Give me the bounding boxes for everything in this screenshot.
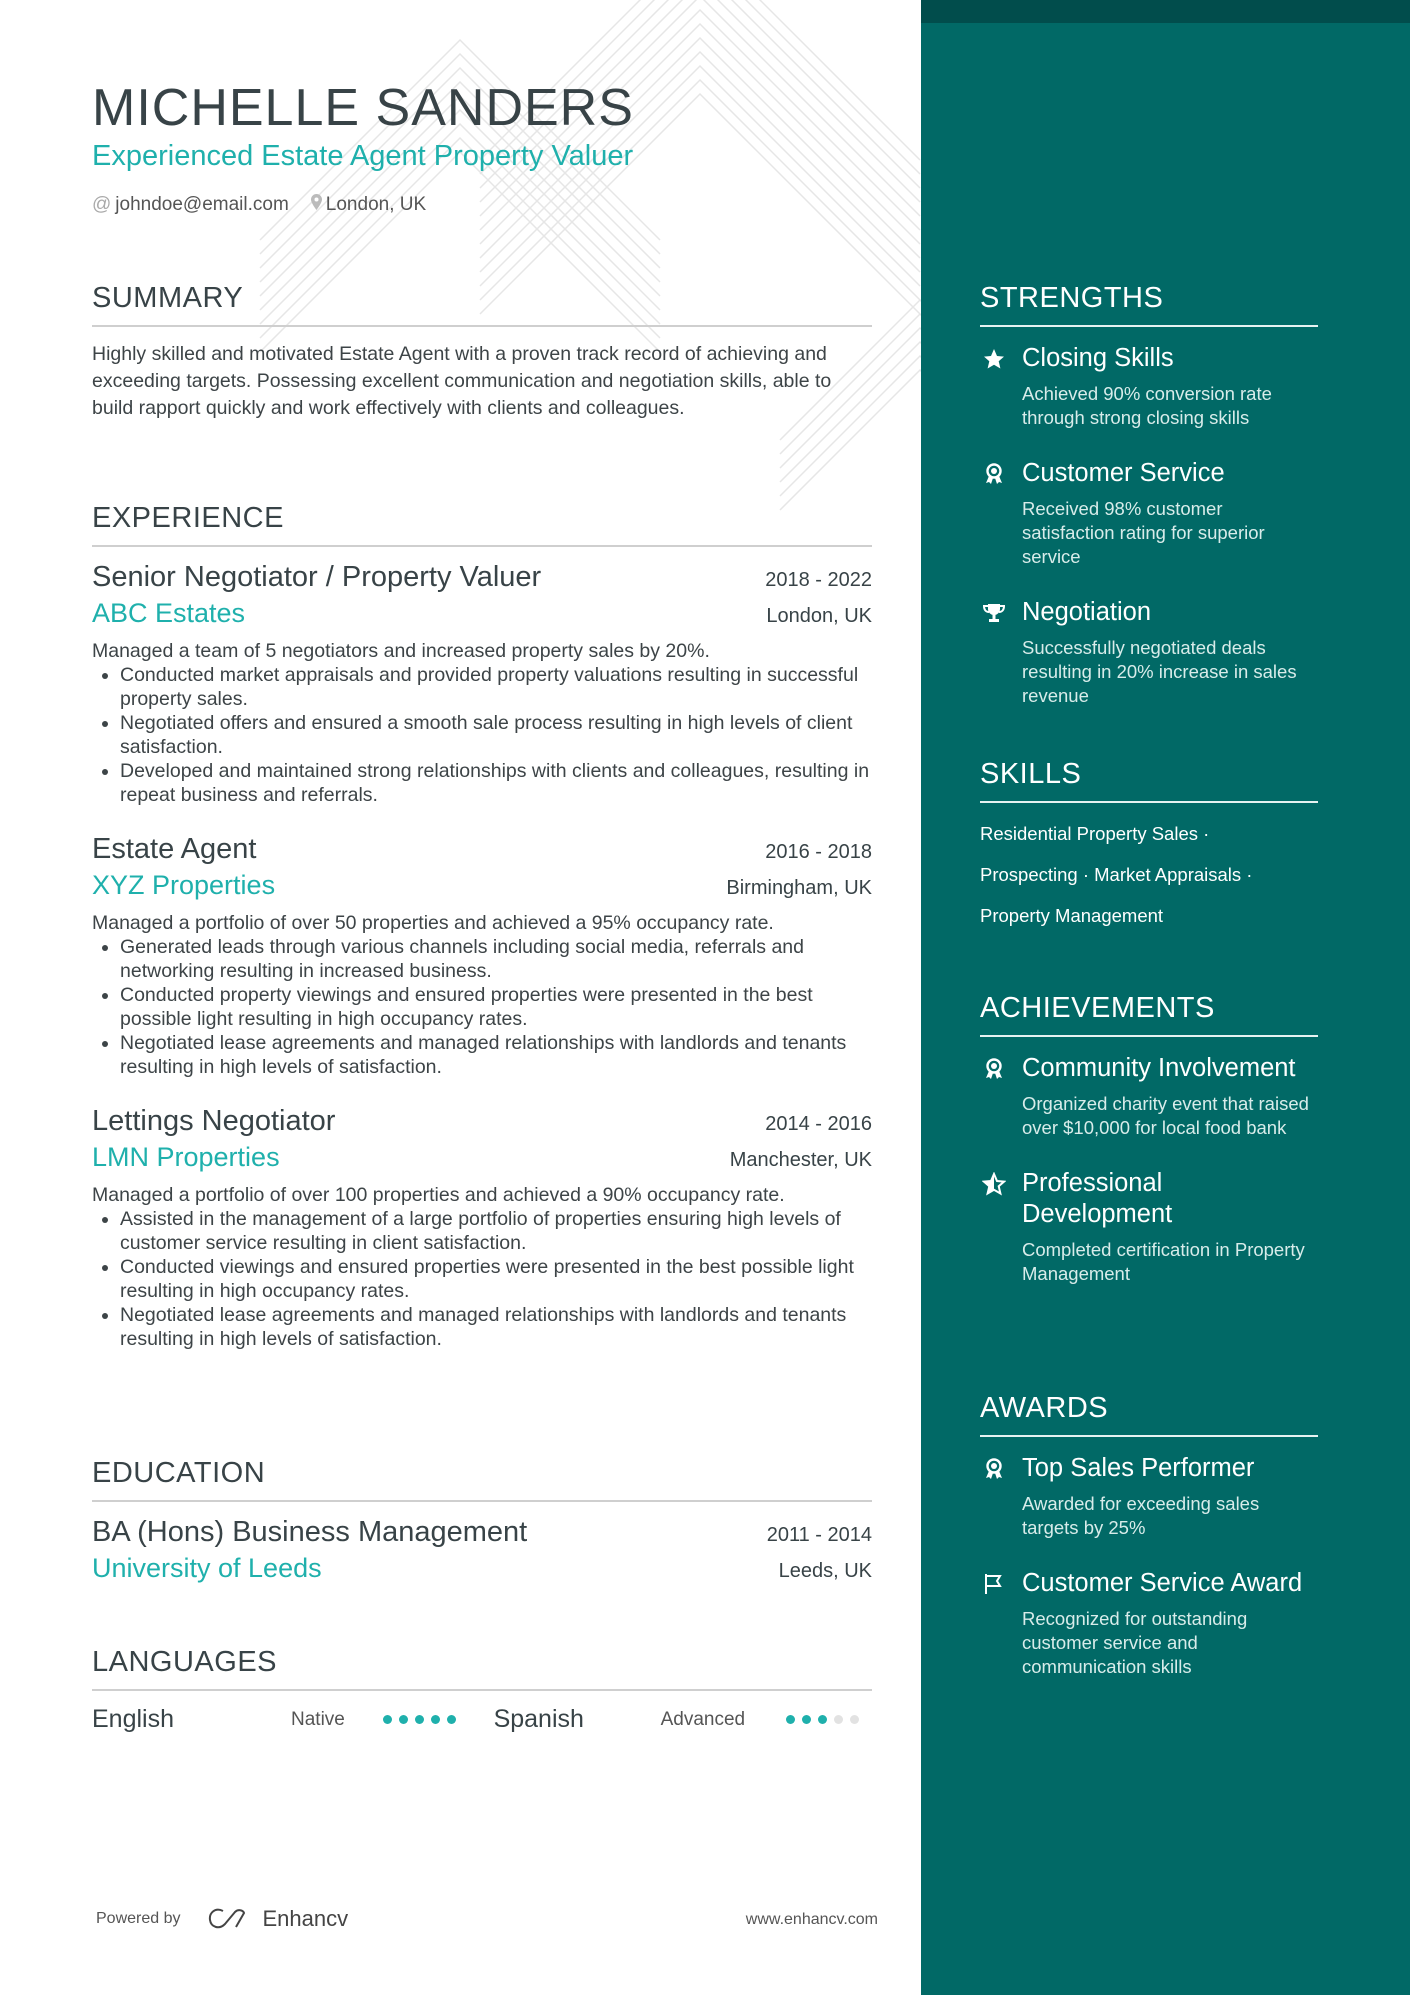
edu-location: Leeds, UK xyxy=(778,1560,872,1582)
job-entry xyxy=(92,1105,872,1351)
company-name: LMN Properties xyxy=(92,1142,280,1172)
proficiency-dot xyxy=(415,1715,424,1724)
item-title: Closing Skills xyxy=(1022,344,1174,372)
skills-section xyxy=(980,758,1318,936)
section-heading: SKILLS xyxy=(980,758,1318,803)
proficiency-dot xyxy=(431,1715,440,1724)
awards-section xyxy=(980,1392,1318,1707)
company-name: XYZ Properties xyxy=(92,870,276,900)
email[interactable]: @ johndoe@email.com xyxy=(92,194,289,215)
job-title: Estate Agent xyxy=(92,833,257,865)
bullet-item: • Conducted market appraisals and provided property valuations resulting in successful property sales. xyxy=(120,663,872,711)
education-section xyxy=(92,1457,872,1584)
flag-icon xyxy=(980,1568,1008,1679)
section-heading: EDUCATION xyxy=(92,1457,872,1502)
job-location: London, UK xyxy=(766,605,872,627)
proficiency-dot xyxy=(399,1715,408,1724)
job-description: Managed a team of 5 negotiators and increased property sales by 20%. xyxy=(92,640,710,662)
languages-section xyxy=(92,1646,872,1734)
item-title: Negotiation xyxy=(1022,598,1152,626)
candidate-name: MICHELLE SANDERS xyxy=(92,79,634,137)
summary-section xyxy=(92,282,872,422)
item-title: Customer Service Award xyxy=(1022,1569,1303,1597)
item-description: Successfully negotiated deals resulting in 20% increase in sales revenue xyxy=(1022,637,1297,706)
language-name: English xyxy=(92,1705,174,1733)
job-bullets xyxy=(92,663,872,807)
job-location: Birmingham, UK xyxy=(726,877,872,899)
skill-line: Prospecting · Market Appraisals · xyxy=(980,864,1253,885)
bullet-item: • Generated leads through various channels including social media, referrals and networking resulting in increased business. xyxy=(120,935,872,983)
job-description: Managed a portfolio of over 100 properties and achieved a 90% occupancy rate. xyxy=(92,1184,785,1206)
proficiency-dot xyxy=(786,1715,795,1724)
award-icon xyxy=(980,1453,1008,1540)
at-icon: @ xyxy=(92,194,112,215)
strengths-item xyxy=(980,458,1318,569)
summary-text: Highly skilled and motivated Estate Agent with a proven track record of achieving and exceeding targets. Possessing excellent communication and negotiation skills, able to build rapport quickly and work effectively with clients and colleagues. xyxy=(92,343,832,419)
proficiency-dots xyxy=(786,1715,859,1724)
achievements-item xyxy=(980,1168,1318,1286)
section-heading: SUMMARY xyxy=(92,282,872,327)
job-dates: 2018 - 2022 xyxy=(765,569,872,591)
enhancv-logo-icon xyxy=(207,1907,255,1931)
skill-line: Property Management xyxy=(980,905,1164,926)
job-bullets xyxy=(92,935,872,1079)
company-name: ABC Estates xyxy=(92,598,246,628)
experience-section xyxy=(92,502,872,1377)
award-icon xyxy=(980,1053,1008,1140)
item-title: Professional Development xyxy=(1022,1169,1173,1228)
footer-powered: Powered by Enhancv xyxy=(96,1906,349,1931)
language-item xyxy=(92,1705,494,1734)
skill-line: Residential Property Sales · xyxy=(980,823,1210,844)
bullet-item: • Negotiated offers and ensured a smooth sale process resulting in high levels of client satisfaction. xyxy=(120,711,872,759)
item-title: Community Involvement xyxy=(1022,1054,1296,1082)
language-item xyxy=(494,1705,872,1734)
language-level: Native xyxy=(291,1708,345,1730)
bullet-item: • Negotiated lease agreements and managed relationships with landlords and tenants resulting in high levels of satisfaction. xyxy=(120,1031,872,1079)
item-description: Recognized for outstanding customer service and communication skills xyxy=(1022,1608,1248,1677)
item-description: Achieved 90% conversion rate through strong closing skills xyxy=(1022,383,1272,428)
item-description: Organized charity event that raised over $10,000 for local food bank xyxy=(1022,1093,1309,1138)
bullet-item: • Conducted viewings and ensured properties were presented in the best possible light resulting in high occupancy rates. xyxy=(120,1255,872,1303)
item-title: Top Sales Performer xyxy=(1022,1454,1255,1482)
star-icon xyxy=(980,343,1008,430)
section-heading: EXPERIENCE xyxy=(92,502,872,547)
proficiency-dot xyxy=(850,1715,859,1724)
proficiency-dot xyxy=(383,1715,392,1724)
sidebar-top-bar xyxy=(921,0,1410,23)
awards-item xyxy=(980,1568,1318,1679)
degree: BA (Hons) Business Management xyxy=(92,1516,528,1548)
language-name: Spanish xyxy=(493,1705,584,1733)
bullet-item: • Assisted in the management of a large portfolio of properties ensuring high levels of customer service resulting in client satisfaction. xyxy=(120,1207,872,1255)
item-description: Completed certification in Property Management xyxy=(1022,1239,1305,1284)
section-heading: AWARDS xyxy=(980,1392,1318,1437)
strengths-item xyxy=(980,343,1318,430)
job-description: Managed a portfolio of over 50 properties and achieved a 95% occupancy rate. xyxy=(92,912,774,934)
language-level: Advanced xyxy=(660,1708,746,1730)
edu-dates: 2011 - 2014 xyxy=(766,1524,872,1546)
item-title: Customer Service xyxy=(1022,459,1225,487)
item-description: Received 98% customer satisfaction rating for superior service xyxy=(1022,498,1265,567)
job-title: Lettings Negotiator xyxy=(92,1105,336,1137)
job-entry xyxy=(92,561,872,807)
school: University of Leeds xyxy=(92,1553,322,1583)
award-icon xyxy=(980,458,1008,569)
strengths-item xyxy=(980,597,1318,708)
achievements-section xyxy=(980,992,1318,1314)
job-bullets xyxy=(92,1207,872,1351)
job-title: Senior Negotiator / Property Valuer xyxy=(92,561,542,593)
candidate-title: Experienced Estate Agent Property Valuer xyxy=(92,140,634,172)
bullet-item: • Conducted property viewings and ensured properties were presented in the best possible light resulting in high occupancy rates. xyxy=(120,983,872,1031)
enhancv-logo[interactable]: Enhancv xyxy=(207,1906,349,1932)
contact-info xyxy=(92,194,426,216)
trophy-icon xyxy=(980,597,1008,708)
location: London, UK xyxy=(311,194,426,216)
proficiency-dot xyxy=(447,1715,456,1724)
section-heading: LANGUAGES xyxy=(92,1646,872,1691)
section-heading: ACHIEVEMENTS xyxy=(980,992,1318,1037)
bullet-item: • Developed and maintained strong relationships with clients and colleagues, resulting in repeat business and referrals. xyxy=(120,759,872,807)
location-pin-icon xyxy=(311,194,322,215)
bullet-item: • Negotiated lease agreements and managed relationships with landlords and tenants resulting in high levels of satisfaction. xyxy=(120,1303,872,1351)
job-location: Manchester, UK xyxy=(729,1149,872,1171)
proficiency-dot xyxy=(802,1715,811,1724)
proficiency-dot xyxy=(834,1715,843,1724)
job-dates: 2016 - 2018 xyxy=(765,841,872,863)
item-description: Awarded for exceeding sales targets by 25% xyxy=(1022,1493,1260,1538)
section-heading: STRENGTHS xyxy=(980,282,1318,327)
proficiency-dots xyxy=(383,1715,456,1724)
awards-item xyxy=(980,1453,1318,1540)
strengths-section xyxy=(980,282,1318,736)
job-dates: 2014 - 2016 xyxy=(765,1113,872,1135)
star-half-icon xyxy=(980,1168,1008,1286)
proficiency-dot xyxy=(818,1715,827,1724)
achievements-item xyxy=(980,1053,1318,1140)
footer-url[interactable]: www.enhancv.com xyxy=(745,1911,878,1928)
job-entry xyxy=(92,833,872,1079)
